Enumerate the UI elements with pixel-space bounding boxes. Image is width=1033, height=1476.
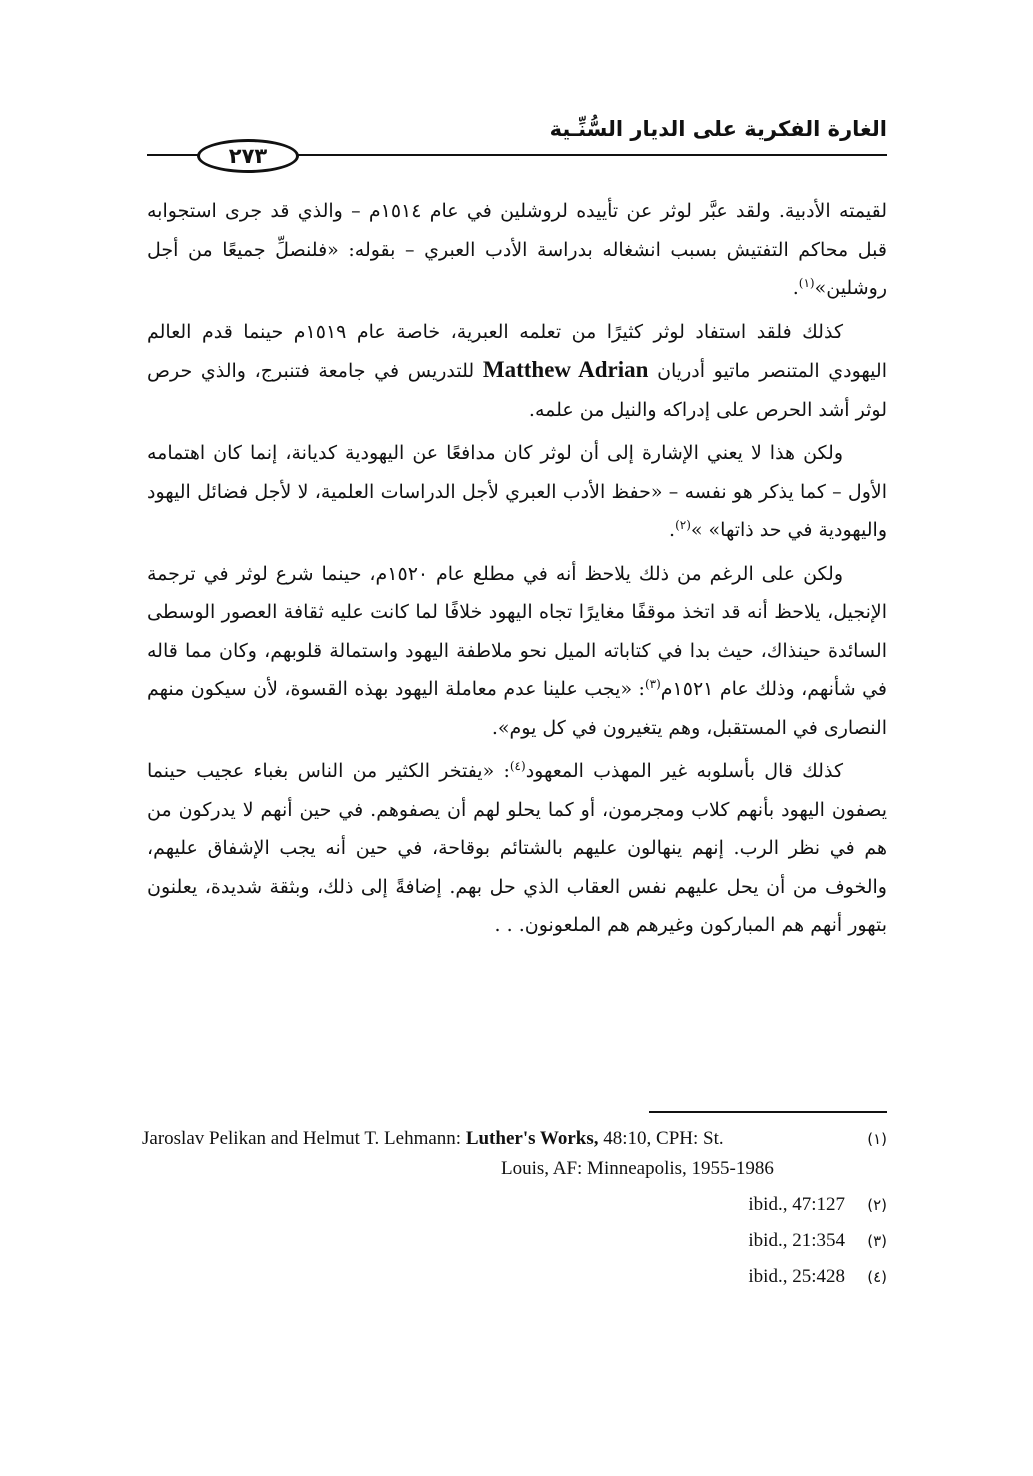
latin-name: Matthew Adrian (482, 357, 649, 382)
footnote-number: (٣) (867, 1232, 887, 1250)
footnote-number: (١) (867, 1130, 887, 1148)
footnote-ref-1[interactable]: (١) (798, 276, 815, 290)
paragraph-1: لقيمته الأدبية. ولقد عبَّر لوثر عن تأييده لروشلين في عام ١٥١٤م – والذي قد جرى استجوابه قبل محاكم التفتيش بسبب انشغاله بدراسة الأدب العبري – بقوله: «فلنصلِّ جميعًا من أجل روشلين»$^{(١)}$. (147, 200, 887, 299)
footnote-1 (142, 1124, 887, 1184)
footnote-ref-3[interactable]: (٣) (644, 677, 661, 691)
footnote-ref-2[interactable]: (٢) (675, 518, 691, 532)
footnote-3 (142, 1226, 887, 1256)
footnote-2 (142, 1190, 887, 1220)
paragraph-4: ولكن على الرغم من ذلك يلاحظ أنه في مطلع عام ١٥٢٠م، حينما شرع لوثر في ترجمة الإنجيل، يلاحظ أنه قد اتخذ موقفًا مغايرًا تجاه اليهود خلافًا لما كانت عليه ثقافة العصور الوسطى السائدة حينذاك، حيث بدا في كتاباته الميل نحو ملاطفة اليهود واستمالة قلوبهم، وكان مما قاله في شأنهم، وذلك عام ١٥٢١م$^{(٣)}$: «يجب علينا عدم معاملة اليهود بهذه القسوة، لأن سيكون منهم النصارى في المستقبل، وهم يتغيرون في كل يوم». (147, 562, 887, 739)
footnote-ref-4[interactable]: (٤) (509, 759, 526, 773)
footnote-text: ibid., 21:354 (748, 1230, 845, 1251)
footnote-separator (649, 1111, 887, 1113)
footnote-number: (٤) (867, 1268, 887, 1286)
footnote-4 (142, 1262, 887, 1292)
page-number: ٢٧٣ (197, 139, 299, 173)
work-title: Luther's Works, (465, 1128, 599, 1149)
paragraph-3: ولكن هذا لا يعني الإشارة إلى أن لوثر كان مدافعًا عن اليهودية كديانة، إنما كان اهتمامه الأول – كما يذكر هو نفسه – «حفظ الأدب العبري لأجل الدراسات العلمية، لا لأجل فضائل اليهود واليهودية في حد ذاتها» »$^{(٢)}$. (147, 442, 887, 541)
footnote-text: Jaroslav Pelikan and Helmut T. Lehmann: Luther's Works, 48:10, CPH: St. Louis, AF: Minneapolis, 1955-1986 (142, 1124, 845, 1184)
footnote-number: (٢) (867, 1196, 887, 1214)
paragraph-2: كذلك فلقد استفاد لوثر كثيرًا من تعلمه العبرية، خاصة عام ١٥١٩م حينما قدم العالم اليهودي المتنصر ماتيو أدريان Matthew Adrian للتدريس في جامعة فتنبرج، والذي حرص لوثر أشد الحرص على إدراكه والنيل من علمه. (147, 320, 887, 421)
body-text (147, 192, 887, 950)
running-header (147, 116, 887, 168)
book-title: الغارة الفكرية على الديار السُّنِّـية (549, 117, 887, 141)
paragraph-5: كذلك قال بأسلوبه غير المهذب المعهود$^{(٤)}$: «يفتخر الكثير من الناس بغباء عجيب حينما يصفون اليهود بأنهم كلاب ومجرمون، أو كما يحلو لهم أن يصفوهم. في حين أنهم لا يدركون من هم في نظر الرب. إنهم ينهالون عليهم بالشتائم بوقاحة، في حين أنه يجب الإشفاق عليهم، والخوف من أن يحل عليهم نفس العقاب الذي حل بهم. إضافةً إلى ذلك، وبثقة شديدة، يعلنون بتهور أنهم هم المباركون وغيرهم هم الملعونون. . . (147, 759, 887, 936)
footnote-continuation: Louis, AF: Minneapolis, 1955-1986 (501, 1158, 774, 1179)
footnote-text: ibid., 25:428 (748, 1266, 845, 1287)
footnote-text: ibid., 47:127 (748, 1194, 845, 1215)
footnotes (142, 1124, 887, 1298)
